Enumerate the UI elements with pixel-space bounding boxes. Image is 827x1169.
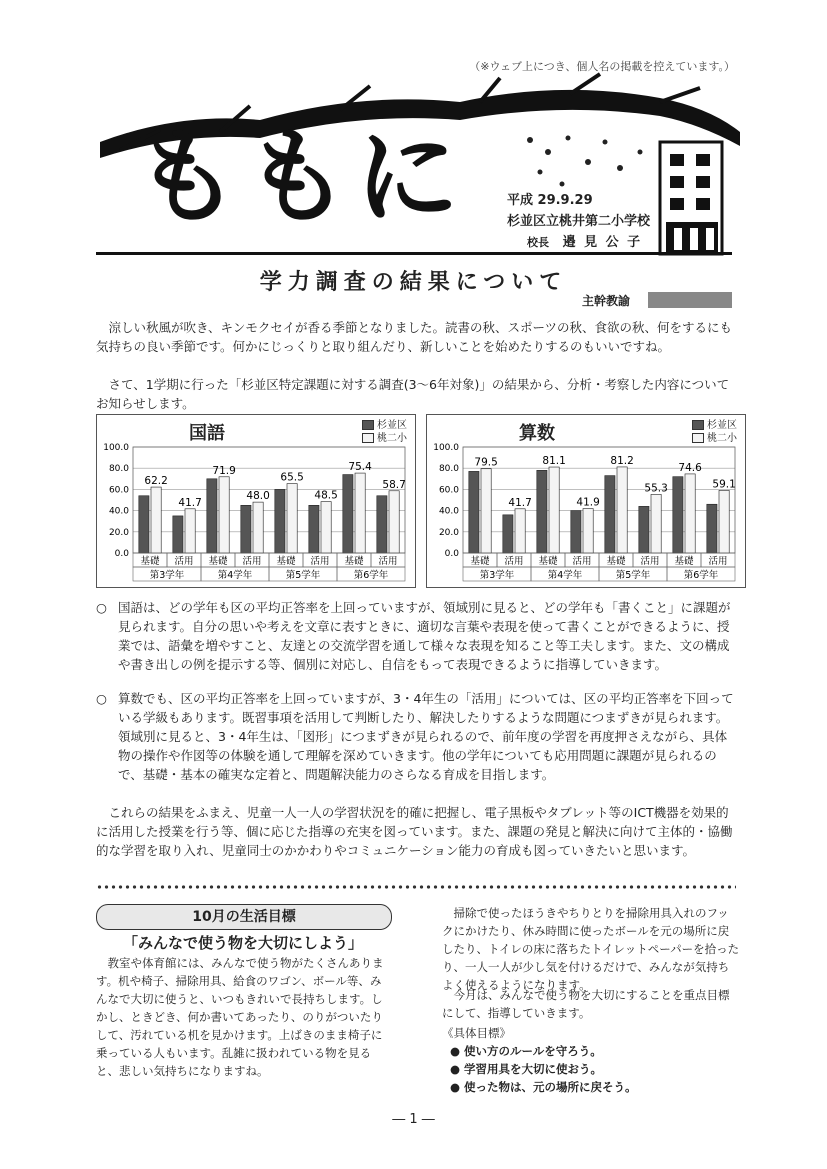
goal-item: ● 学習用具を大切に使おう。 [450,1062,603,1076]
issue-date: 平成 29.9.29 [507,193,593,208]
october-right-p1: 掃除で使ったほうきやちりとりを掃除用具入れのフックにかけたり、休み時間に使ったボールを元の場所に戻したり、トイレの床に落ちたトイレットペーパーを拾ったり、一人一人が少し気を付けるだけで、みんなが気持ちよく使えるようになります。 [442,906,740,992]
y-tick-label: 80.0 [438,464,459,475]
principal-name: 邉 見 公 子 [562,235,643,250]
y-tick-label: 20.0 [108,527,129,538]
bar-sug [275,489,285,553]
group-label: 第4学年 [547,570,583,581]
y-tick-label: 40.0 [108,506,129,517]
data-label: 48.5 [314,489,338,502]
privacy-notice: （※ウェブ上につき、個人名の掲載を控えています。） [469,60,735,73]
bar-sug [571,511,581,553]
group-label: 第6学年 [353,570,389,581]
october-left-text: 教室や体育館には、みんなで使う物がたくさんあります。机や椅子、掃除用具、給食のワゴン、ボール等、みんなで大切に使うと、いつもきれいで長持ちします。しかし、ときどき、何か書いてあったり、のりがついたりして、汚れている机を見かけます。上ばきのまま椅子に乗っている人もいます。乱雑に扱われている物を見ると、悲しい気持ちになりますね。 [96,956,384,1078]
author-label: 主幹教諭 [582,294,631,308]
bar-momo [253,502,263,553]
bullet-circle: ○ [96,600,107,615]
category-label: 基礎 [208,556,228,567]
article-title: 学力調査の結果について [259,269,568,295]
chart-kokugo [96,414,416,588]
legend-sug: 杉並区 [707,420,737,431]
data-label: 62.2 [144,475,168,488]
goal-item: ● 使い方のルールを守ろう。 [450,1044,602,1058]
bar-sug [207,479,217,553]
bar-momo [515,509,525,553]
kokugo-text: 国語は、どの学年も区の平均正答率を上回っていますが、領域別に見ると、どの学年も「書くこと」に課題が見られます。自分の思いや考えを文章に表すときに、適切な言葉や表現を使って書くことができるように、授業では、語彙を増やすこと、友達との交流学習を通して様々な表現を知ること等工夫します。また、文の構成や書き出しの例を提示する等、個別に対応し、自信をもって表現できるように指導していきます。 [118,600,731,672]
bar-sug [173,516,183,553]
group-label: 第3学年 [479,570,515,581]
bar-sug [707,504,717,553]
group-label: 第5学年 [615,570,651,581]
y-tick-label: 0.0 [114,549,129,559]
sansu-text: 算数でも、区の平均正答率を上回っていますが、3・4年生の「活用」については、区の平均正答率を下回っている学級もあります。既習事項を活用して判断したり、解決したりするような問題につまずきが見られます。領域別に見ると、3・4年生は、「図形」につまずきが見られるので、前年度の学習を再度押さえながら、具体物の操作や作図等の体験を通して理解を深めていきます。他の学年についても応用問題に課題が見られるので、基礎・基本の確実な定着と、問題解決能力のさらなる育成を目指します。 [118,691,734,782]
principal-label: 校長 [527,236,549,249]
category-label: 基礎 [606,556,626,567]
page-number: ― 1 ― [392,1112,435,1127]
bar-momo [617,467,627,553]
bar-sug [241,505,251,553]
october-goal-heading: 10月の生活目標 [96,904,392,930]
survey-paragraph: さて、1学期に行った「杉並区特定課題に対する調査(3～6年対象)」の結果から、分析・考察した内容についてお知らせします。 [96,377,730,411]
conclusion-paragraph: これらの結果をふまえ、児童一人一人の学習状況を的確に把握し、電子黒板やタブレット等のICT機器を効果的に活用した授業を行う等、個に応じた指導の充実を図っています。また、課題の発見と解決に向けて主体的・協働的な学習を取り入れ、児童同士のかかわりやコミュニケーション能力の育成も図っていきたいと思います。 [96,805,733,858]
chart-title: 国語 [189,423,225,444]
bar-sug [377,496,387,553]
data-label: 79.5 [474,456,498,469]
data-label: 41.7 [178,496,202,509]
school-building-icon [660,142,722,254]
legend-momo: 桃二小 [707,433,737,444]
y-tick-label: 0.0 [444,549,459,559]
category-label: 基礎 [538,556,558,567]
chart-title: 算数 [519,423,555,444]
specific-goals [442,1024,742,1096]
y-tick-label: 100.0 [103,443,129,453]
legend-momo: 桃二小 [377,433,407,444]
y-tick-label: 40.0 [438,506,459,517]
issue-info [507,190,650,253]
intro-paragraph: 涼しい秋風が吹き、キンモクセイが香る季節となりました。読書の秋、スポーツの秋、食欲の秋、何をするにも気持ちの良い季節です。何かにじっくりと取り組んだり、新しいことを始めたりするのもいいですね。 [96,320,733,354]
category-label: 基礎 [276,556,296,567]
data-label: 81.2 [610,454,634,467]
y-tick-label: 80.0 [108,464,129,475]
data-label: 55.3 [644,482,668,495]
chart-sansu [426,414,746,588]
october-right-p2: 今月は、みんなで使う物を大切にすることを重点目標にして、指導していきます。 [442,988,730,1020]
bar-sug [503,515,513,553]
bar-momo [651,494,661,553]
group-label: 第5学年 [285,570,321,581]
data-label: 59.1 [712,478,736,491]
data-label: 58.7 [382,478,406,491]
bar-sug [673,477,683,553]
bar-momo [583,509,593,553]
data-label: 71.9 [212,464,236,477]
bar-momo [685,474,695,553]
goal-item: ● 使った物は、元の場所に戻そう。 [450,1080,637,1094]
category-label: 活用 [504,556,524,567]
bar-momo [321,502,331,553]
bar-sug [537,470,547,553]
group-label: 第3学年 [149,570,185,581]
data-label: 65.5 [280,471,304,484]
bar-momo [719,490,729,553]
bar-sug [639,506,649,553]
bar-momo [287,484,297,553]
bar-momo [389,491,399,553]
bar-sug [309,505,319,553]
y-tick-label: 20.0 [438,527,459,538]
data-label: 75.4 [348,461,372,474]
newsletter-title: ももに [135,115,466,238]
category-label: 基礎 [344,556,364,567]
bar-sug [343,475,353,553]
bar-momo [185,509,195,553]
category-label: 活用 [708,556,728,567]
header-rule [96,252,732,255]
bar-momo [151,487,161,553]
kokugo-analysis [96,598,736,674]
data-label: 74.6 [678,461,702,474]
legend-sug: 杉並区 [377,420,407,431]
category-label: 基礎 [674,556,694,567]
october-slogan: 「みんなで使う物を大切にしよう」 [122,934,363,952]
category-label: 活用 [572,556,592,567]
category-label: 活用 [242,556,262,567]
author-name-redacted [648,292,732,308]
bar-sug [469,471,479,553]
data-label: 48.0 [246,490,270,503]
bar-momo [549,467,559,553]
chart-plot [427,415,745,587]
principal-line [507,232,650,253]
group-label: 第4学年 [217,570,253,581]
bar-momo [481,469,491,553]
school-name: 杉並区立桃井第二小学校 [507,214,651,229]
bar-momo [355,473,365,553]
goals-title: 《具体目標》 [442,1026,511,1040]
category-label: 活用 [310,556,330,567]
category-label: 基礎 [140,556,160,567]
y-tick-label: 60.0 [108,485,129,496]
category-label: 活用 [174,556,194,567]
chart-plot [97,415,415,587]
category-label: 活用 [640,556,660,567]
data-label: 41.9 [576,496,600,509]
bar-momo [219,477,229,553]
y-tick-label: 100.0 [433,443,459,453]
sansu-analysis [96,689,736,784]
group-label: 第6学年 [683,570,719,581]
bar-sug [605,476,615,553]
y-tick-label: 60.0 [438,485,459,496]
bar-sug [139,496,149,553]
data-label: 81.1 [542,455,566,468]
data-label: 41.7 [508,496,532,509]
bullet-circle: ○ [96,691,107,706]
dotted-divider [96,884,736,890]
category-label: 基礎 [470,556,490,567]
category-label: 活用 [378,556,398,567]
